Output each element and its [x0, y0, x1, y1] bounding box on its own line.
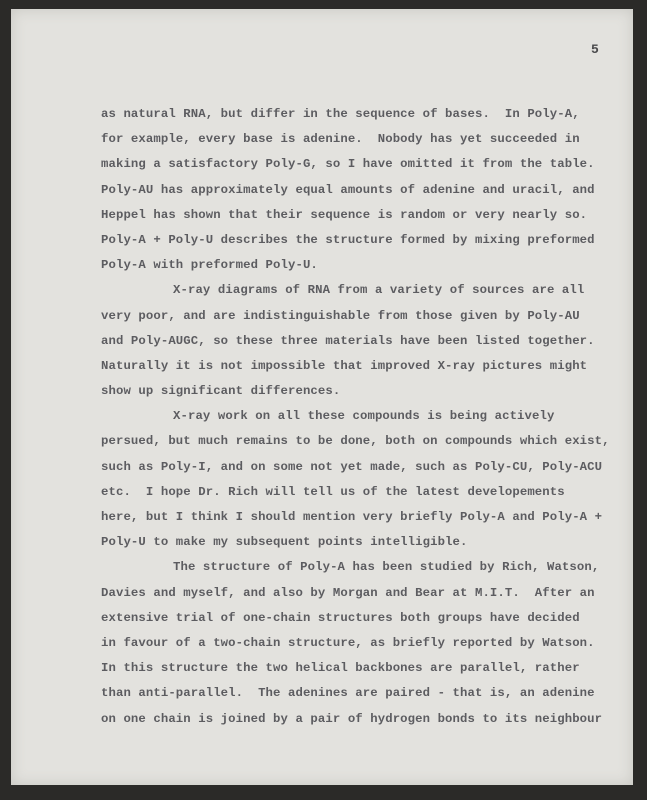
text-line: and Poly-AUGC, so these three materials have been listed together.: [101, 333, 595, 348]
text-line: on one chain is joined by a pair of hydrogen bonds to its neighbour: [101, 711, 603, 726]
text-line: very poor, and are indistinguishable from those given by Poly-AU: [101, 308, 580, 323]
text-line: making a satisfactory Poly-G, so I have omitted it from the table.: [101, 157, 595, 172]
text-line: Poly-A + Poly-U describes the structure formed by mixing preformed: [101, 232, 595, 247]
text-line: Heppel has shown that their sequence is random or very nearly so.: [101, 207, 588, 222]
body-text: [101, 102, 631, 732]
paragraph-start-line: The structure of Poly-A has been studied by Rich, Watson,: [173, 560, 600, 575]
text-line: Naturally it is not impossible that improved X-ray pictures might: [101, 358, 588, 373]
text-line: In this structure the two helical backbones are parallel, rather: [101, 661, 580, 676]
text-line: Davies and myself, and also by Morgan and Bear at M.I.T. After an: [101, 585, 595, 600]
text-line: Poly-AU has approximately equal amounts of adenine and uracil, and: [101, 182, 595, 197]
text-line: here, but I think I should mention very briefly Poly-A and Poly-A +: [101, 510, 603, 524]
text-line: Poly-U to make my subsequent points intelligible.: [101, 535, 468, 550]
text-line: Poly-A with preformed Poly-U.: [101, 258, 318, 273]
paragraph-start-line: X-ray diagrams of RNA from a variety of sources are all: [173, 283, 585, 298]
text-line: etc. I hope Dr. Rich will tell us of the latest developements: [101, 484, 565, 499]
page-number: 5: [591, 42, 599, 57]
text-line: for example, every base is adenine. Nobody has yet succeeded in: [101, 132, 580, 147]
text-line: persued, but much remains to be done, both on compounds which exist,: [101, 434, 610, 449]
typewritten-page: [11, 9, 633, 785]
text-line: show up significant differences.: [101, 384, 341, 399]
text-line: extensive trial of one-chain structures both groups have decided: [101, 610, 580, 625]
text-line: such as Poly-I, and on some not yet made, such as Poly-CU, Poly-ACU: [101, 459, 603, 474]
text-line: as natural RNA, but differ in the sequence of bases. In Poly-A,: [101, 107, 580, 121]
paragraph-start-line: X-ray work on all these compounds is being actively: [173, 409, 555, 424]
text-line: in favour of a two-chain structure, as briefly reported by Watson.: [101, 635, 595, 650]
text-line: than anti-parallel. The adenines are paired - that is, an adenine: [101, 686, 595, 701]
